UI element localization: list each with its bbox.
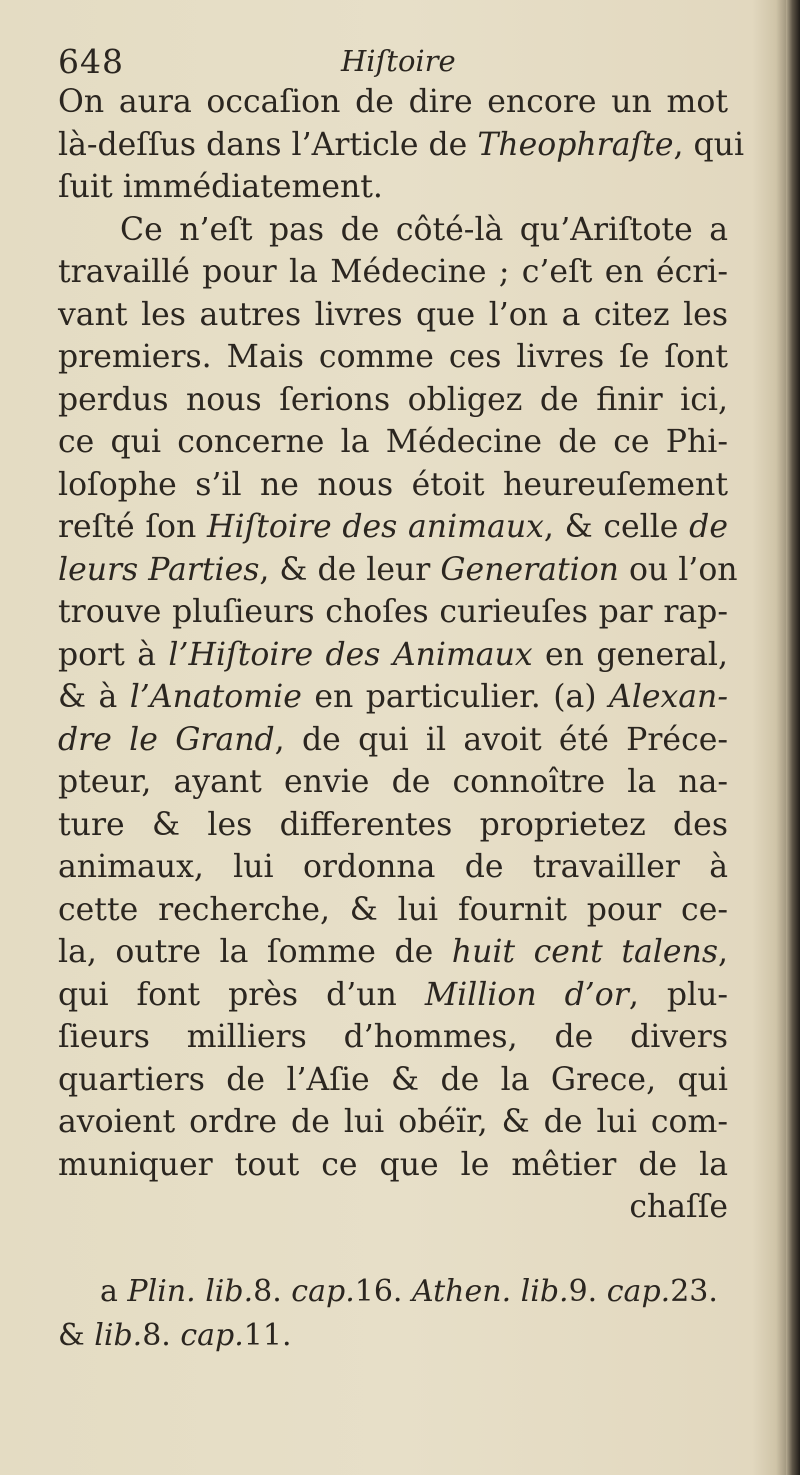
text-line [58,506,728,549]
text-run: , & de leur [259,551,441,588]
text-line [58,166,728,209]
text-line [58,804,728,847]
text-run: ſieurs milliers d’hommes, de divers [58,1019,728,1055]
text-run: 9. [568,1274,607,1309]
text-run: cette recherche, & lui fournit pour ce- [58,891,728,928]
text-line [58,209,728,252]
text-run: loſophe s’il ne nous étoit heureuſement [58,466,728,503]
text-line [58,846,728,889]
italic-text: dre le Grand [58,721,275,758]
italic-text: lib. [94,1318,143,1353]
running-head: Hiſtoire [341,44,456,78]
text-run: perdus nous ſerions obligez de finir ici, [58,381,728,418]
text-run: , qui [673,126,745,163]
body-text [58,81,745,1229]
text-run: ce qui concerne la Médecine de ce Phi- [58,424,728,460]
book-spine-edge [786,0,800,1475]
text-line [58,379,728,422]
text-run: , de qui il avoit été Préce- [274,721,728,758]
text-line [58,1101,728,1144]
text-line [58,761,728,804]
italic-text: cap. [291,1274,355,1309]
page-number: 648 [58,42,124,81]
text-line [58,294,728,337]
text-run: premiers. Mais comme ces livres ſe ſont [58,339,728,375]
text-line [58,591,728,634]
text-run: reſté ſon [58,509,208,545]
text-run: quartiers de l’Aſie & de la Grece, qui [58,1061,728,1098]
text-line [58,719,728,762]
text-line [58,1186,728,1229]
text-run: On aura occaſion de dire encore un mot [58,84,728,120]
text-run: la, outre la ſomme de [58,934,452,970]
text-run: & [58,1318,95,1353]
italic-text: Generation [440,551,619,588]
text-run: muniquer tout ce que le mêtier de la [58,1146,728,1183]
text-line [58,124,745,167]
text-line [58,1144,728,1187]
text-run: 8. [253,1274,292,1309]
text-run: ou l’on [618,551,738,588]
italic-text: Alexan- [609,679,728,715]
text-run: ture & les differentes proprietez des [58,806,728,843]
text-run: 16. [354,1274,412,1309]
italic-text: cap. [606,1274,671,1309]
text-line [58,634,728,677]
text-run: port à [58,636,169,673]
text-line [58,421,728,464]
footnote-line [58,1314,728,1358]
text-run: 8. [142,1318,181,1353]
text-run: qui font près d’un [58,976,425,1013]
italic-text: de [689,509,728,545]
italic-text: cap. [180,1318,244,1353]
italic-text: Plin. lib. [127,1274,254,1309]
text-line [58,974,728,1017]
text-run: chaſſe [629,1189,728,1225]
text-line [58,931,728,974]
footnote [58,1270,728,1358]
text-run: avoient ordre de lui obéïr, & de lui com- [58,1104,728,1140]
text-run: en general, [532,636,729,673]
italic-text: leurs Parties [58,551,260,588]
text-run: en particulier. (a) [301,679,610,715]
text-run: ſuit immédiatement. [58,169,383,205]
text-line [58,549,738,592]
text-run: , [717,934,728,970]
italic-text: l’Hiſtoire des Animaux [168,636,533,673]
text-run: vant les autres livres que l’on a citez les [58,296,728,333]
text-line [58,1059,728,1102]
text-run: trouve pluſieurs choſes curieuſes par rap- [58,594,728,630]
text-run: 11. [243,1318,292,1353]
text-run: là-deſſus dans l’Article de [58,126,478,163]
italic-text: Million d’or [424,976,629,1013]
text-run: , plu- [628,976,728,1013]
text-run: travaillé pour la Médecine ; c’eſt en écri- [58,254,728,290]
text-line [58,81,728,124]
text-run: pteur, ayant envie de connoître la na- [58,764,728,800]
text-line [58,336,728,379]
text-run: animaux, lui ordonna de travailler à [58,849,728,885]
text-run: Ce n’eſt pas de côté-là qu’Ariſtote a [120,211,728,248]
text-line [58,889,728,932]
footnote-line [58,1270,728,1314]
text-run: a [100,1274,128,1309]
text-run: & à [58,679,130,715]
italic-text: Hiſtoire des animaux [207,509,544,545]
text-run: , & celle [543,509,690,545]
italic-text: Theophraſte [477,126,674,163]
italic-text: huit cent talens [451,934,718,970]
text-line [58,464,728,507]
italic-text: l’Anatomie [129,679,302,715]
text-run: 23. [670,1274,718,1309]
italic-text: Athen. lib. [411,1274,569,1309]
text-line [58,1016,728,1059]
text-line [58,251,728,294]
text-line [58,676,728,719]
